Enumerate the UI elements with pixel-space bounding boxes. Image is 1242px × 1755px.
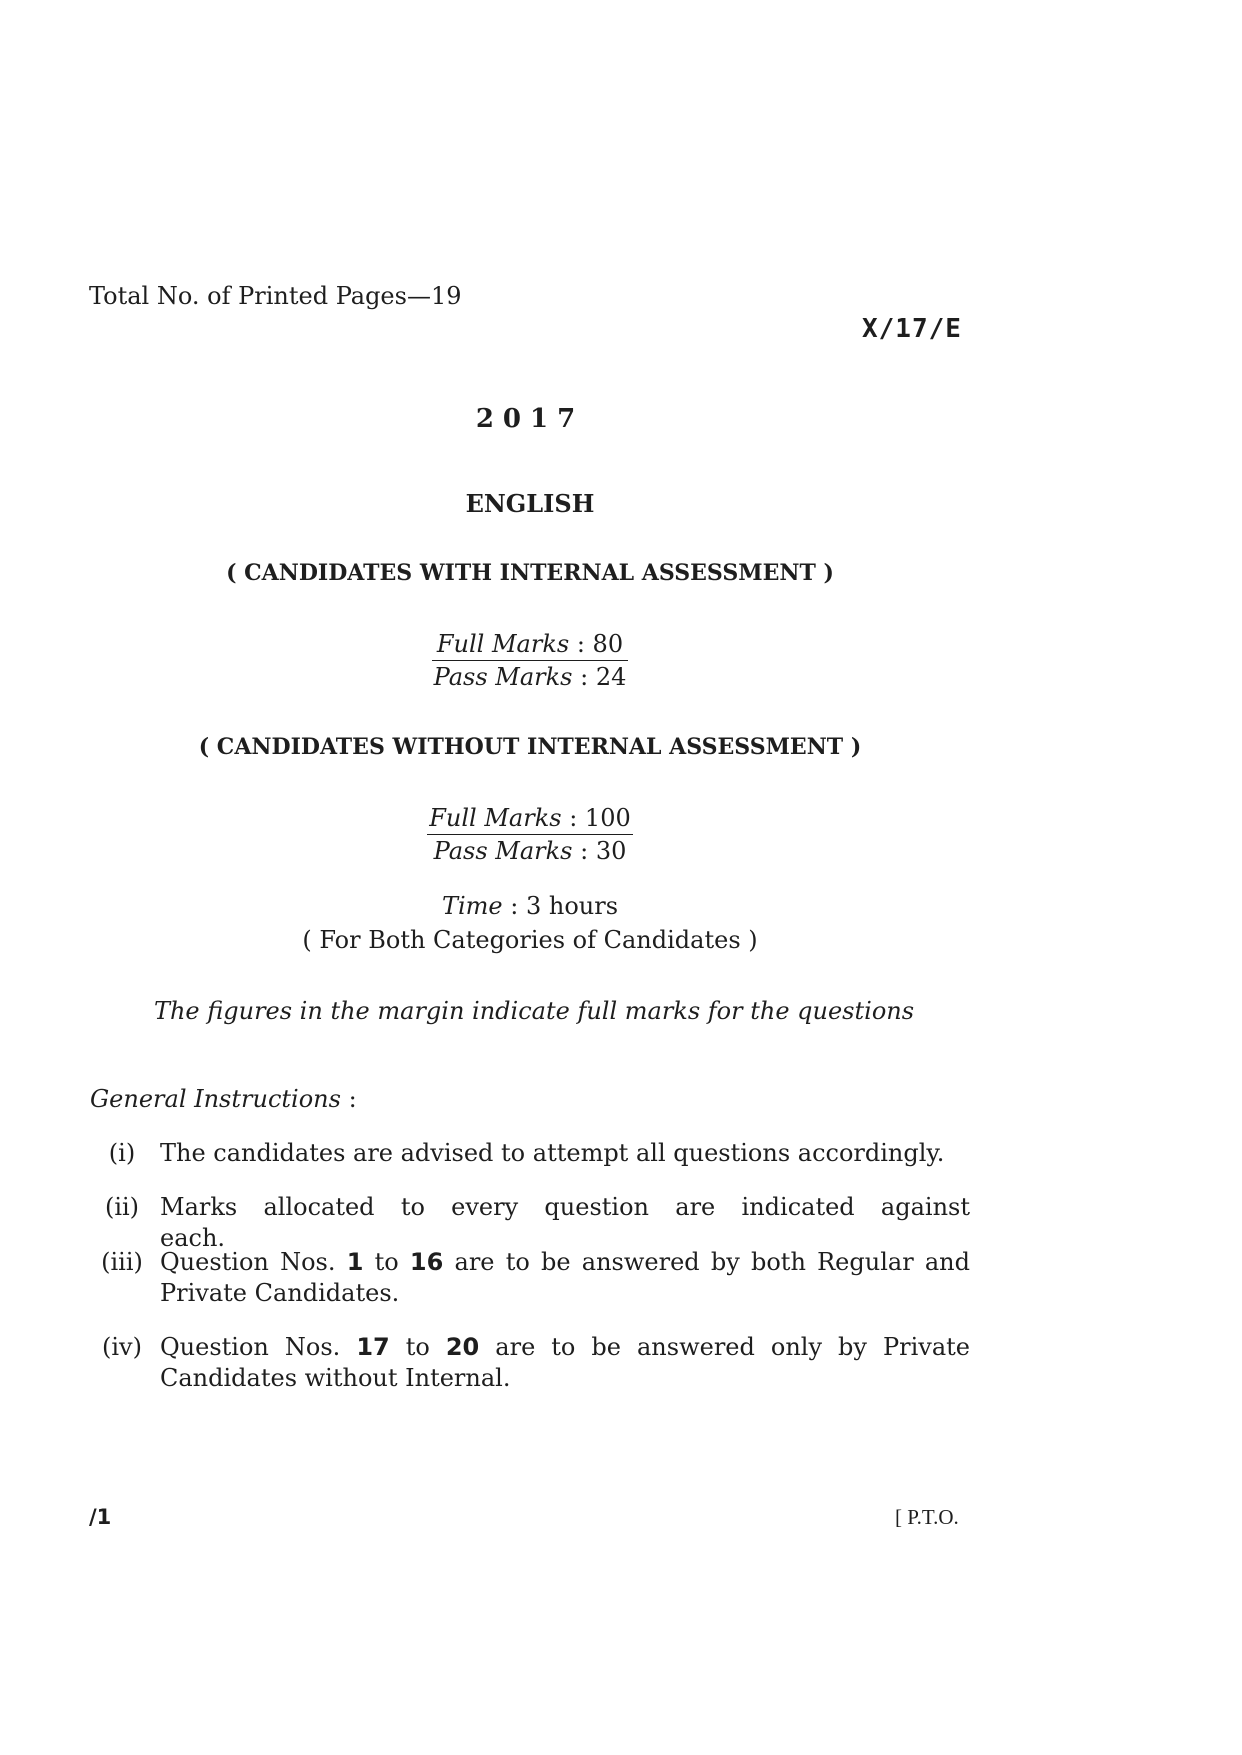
instruction-number: (ii) xyxy=(104,1193,140,1221)
instruction-suffix: are to be answered by both Regular and Private Candidates. xyxy=(160,1248,970,1307)
pass-marks-label: Pass Marks xyxy=(433,663,573,691)
pass-marks xyxy=(427,835,632,867)
page-marker: /1 xyxy=(89,1505,112,1529)
instruction-number: (iv) xyxy=(102,1333,142,1361)
marks-without-internal xyxy=(0,802,1060,867)
general-instructions-heading xyxy=(90,1085,357,1113)
instruction-prefix: Question Nos. xyxy=(160,1248,347,1276)
question-to: 20 xyxy=(445,1333,480,1361)
time-note: ( For Both Categories of Candidates ) xyxy=(302,926,758,954)
margin-marks-note: The figures in the margin indicate full marks for the questions xyxy=(153,997,915,1025)
full-marks xyxy=(427,802,632,835)
full-marks-value: : 100 xyxy=(561,804,631,832)
instruction-text xyxy=(160,1247,970,1309)
instruction-item xyxy=(90,1192,970,1254)
question-from: 1 xyxy=(346,1248,364,1276)
instruction-prefix: Question Nos. xyxy=(160,1333,357,1361)
instruction-item xyxy=(90,1332,970,1394)
instruction-mid: to xyxy=(389,1333,446,1361)
category-with-internal: ( CANDIDATES WITH INTERNAL ASSESSMENT ) xyxy=(226,560,834,586)
pass-marks-label: Pass Marks xyxy=(433,837,573,865)
general-instructions-colon: : xyxy=(340,1085,357,1113)
full-marks xyxy=(432,628,629,661)
marks-with-internal xyxy=(0,628,1060,693)
paper-code: X/17/E xyxy=(862,314,962,344)
question-to: 16 xyxy=(409,1248,444,1276)
instruction-item xyxy=(90,1138,970,1169)
pass-marks-value: : 30 xyxy=(572,837,627,865)
instruction-item xyxy=(90,1247,970,1309)
instruction-text xyxy=(160,1332,970,1394)
instruction-text: Marks allocated to every question are indicated against each. xyxy=(160,1193,970,1252)
instruction-number: (iii) xyxy=(101,1248,143,1276)
category-without-internal: ( CANDIDATES WITHOUT INTERNAL ASSESSMENT ) xyxy=(198,734,862,760)
printed-pages-count: Total No. of Printed Pages—19 xyxy=(89,282,462,310)
full-marks-value: : 80 xyxy=(569,630,624,658)
full-marks-label: Full Marks xyxy=(429,804,562,832)
question-from: 17 xyxy=(356,1333,390,1361)
full-marks-label: Full Marks xyxy=(436,630,570,658)
exam-year: 2017 xyxy=(475,404,585,434)
time-label: Time xyxy=(441,892,503,920)
pass-marks-value: : 24 xyxy=(572,663,627,691)
instruction-text: The candidates are advised to attempt all questions accordingly. xyxy=(160,1139,945,1167)
time-value: : 3 hours xyxy=(502,892,619,920)
instruction-number: (i) xyxy=(108,1139,136,1167)
pass-marks xyxy=(432,661,629,693)
instruction-mid: to xyxy=(363,1248,410,1276)
exam-time xyxy=(0,892,1060,920)
instruction-suffix: are to be answered only by Private Candidates without Internal. xyxy=(160,1333,970,1392)
subject-title: ENGLISH xyxy=(465,489,595,518)
general-instructions-label: General Instructions xyxy=(90,1085,341,1113)
pto-marker: [ P.T.O. xyxy=(895,1505,959,1529)
